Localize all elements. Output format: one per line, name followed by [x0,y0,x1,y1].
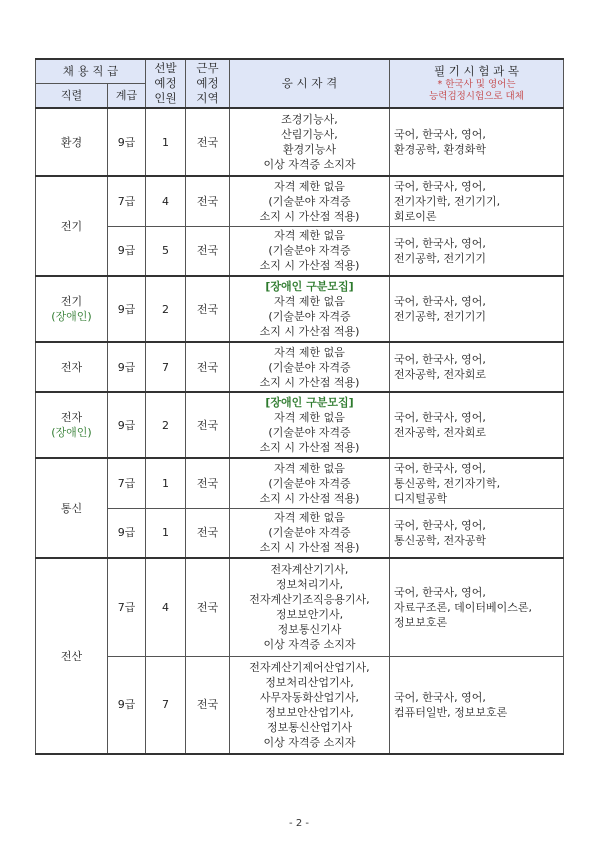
qualification-cell: [장애인 구분모집] 자격 제한 없음 (기술분야 자격증 소지 시 가산점 적용) [230,392,390,458]
region-cell: 전국 [186,108,230,176]
qualification-cell: 자격 제한 없음 (기술분야 자격증 소지 시 가산점 적용) [230,226,390,276]
header-quota: 선발 예정 인원 [146,59,186,108]
job-electronic: 전자 [36,342,108,392]
region-cell: 전국 [186,558,230,656]
grade-cell: 9급 [108,508,146,558]
table-row [36,108,564,176]
quota-cell: 4 [146,176,186,226]
exam-cell: 국어, 한국사, 영어, 전자공학, 전자회로 [390,392,564,458]
grade-cell: 7급 [108,558,146,656]
quota-cell: 7 [146,656,186,754]
region-cell: 전국 [186,342,230,392]
region-cell: 전국 [186,392,230,458]
exam-cell: 국어, 한국사, 영어, 전기공학, 전기기기 [390,226,564,276]
grade-cell: 9급 [108,276,146,342]
exam-cell: 국어, 한국사, 영어, 통신공학, 전기자기학, 디지털공학 [390,458,564,508]
table-row [36,558,564,656]
quota-cell: 4 [146,558,186,656]
table-row [36,176,564,226]
region-cell: 전국 [186,226,230,276]
quota-cell: 5 [146,226,186,276]
table-row [36,656,564,754]
qualification-cell: 조경기능사, 산림기능사, 환경기능사 이상 자격증 소지자 [230,108,390,176]
exam-cell: 국어, 한국사, 영어, 전기자기학, 전기기기, 회로이론 [390,176,564,226]
qualification-cell: 전자계산기제어산업기사, 정보처리산업기사, 사무자동화산업기사, 정보보안산업기사, 정보통신산업기사 이상 자격증 소지자 [230,656,390,754]
job-electronic-disabled: 전자 (장애인) [36,392,108,458]
table-row [36,392,564,458]
quota-cell: 2 [146,392,186,458]
grade-cell: 9급 [108,226,146,276]
qualification-cell: 자격 제한 없음 (기술분야 자격증 소지 시 가산점 적용) [230,176,390,226]
grade-cell: 7급 [108,176,146,226]
qualification-cell: [장애인 구분모집] 자격 제한 없음 (기술분야 자격증 소지 시 가산점 적용) [230,276,390,342]
header-position-group: 채 용 직 급 [36,59,146,84]
job-comm: 통신 [36,458,108,558]
header-exam-subjects: 필 기 시 험 과 목 * 한국사 및 영어는 능력검정시험으로 대체 [390,59,564,108]
qualification-cell: 자격 제한 없음 (기술분야 자격증 소지 시 가산점 적용) [230,458,390,508]
qualification-cell: 자격 제한 없음 (기술분야 자격증 소지 시 가산점 적용) [230,508,390,558]
exam-cell: 국어, 한국사, 영어, 전자공학, 전자회로 [390,342,564,392]
region-cell: 전국 [186,458,230,508]
header-region: 근무 예정 지역 [186,59,230,108]
region-cell: 전국 [186,176,230,226]
table-row [36,226,564,276]
header-grade: 계급 [108,84,146,109]
table-row [36,342,564,392]
qualification-cell: 전자계산기기사, 정보처리기사, 전자계산기조직응용기사, 정보보안기사, 정보통신기사 이상 자격증 소지자 [230,558,390,656]
grade-cell: 9급 [108,392,146,458]
job-env: 환경 [36,108,108,176]
quota-cell: 1 [146,458,186,508]
header-qualification: 응 시 자 격 [230,59,390,108]
exam-cell: 국어, 한국사, 영어, 통신공학, 전자공학 [390,508,564,558]
job-elec: 전기 [36,176,108,276]
grade-cell: 9급 [108,656,146,754]
job-elec-disabled: 전기 (장애인) [36,276,108,342]
exam-cell: 국어, 한국사, 영어, 자료구조론, 데이터베이스론, 정보보호론 [390,558,564,656]
region-cell: 전국 [186,656,230,754]
exam-cell: 국어, 한국사, 영어, 컴퓨터일반, 정보보호론 [390,656,564,754]
region-cell: 전국 [186,276,230,342]
table-row [36,458,564,508]
quota-cell: 7 [146,342,186,392]
recruitment-table [35,58,564,755]
region-cell: 전국 [186,508,230,558]
exam-cell: 국어, 한국사, 영어, 전기공학, 전기기기 [390,276,564,342]
exam-cell: 국어, 한국사, 영어, 환경공학, 환경화학 [390,108,564,176]
job-comp: 전산 [36,558,108,754]
grade-cell: 9급 [108,342,146,392]
grade-cell: 9급 [108,108,146,176]
quota-cell: 2 [146,276,186,342]
quota-cell: 1 [146,108,186,176]
page-number: - 2 - [289,818,309,829]
grade-cell: 7급 [108,458,146,508]
quota-cell: 1 [146,508,186,558]
header-job-series: 직렬 [36,84,108,109]
qualification-cell: 자격 제한 없음 (기술분야 자격증 소지 시 가산점 적용) [230,342,390,392]
table-row [36,508,564,558]
table-row [36,276,564,342]
